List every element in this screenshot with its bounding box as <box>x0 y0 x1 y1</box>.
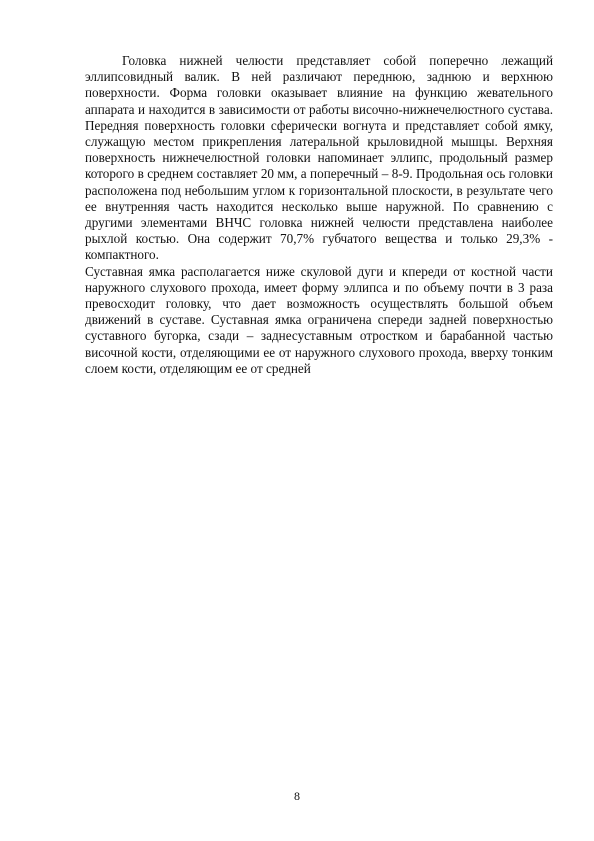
paragraph-articular-fossa: Суставная ямка располагается ниже скуловой дуги и кпереди от костной части наружного слухового прохода, имеет форму эллипса и по объему почти в 3 раза превосходит головку, что дает возможность осуществлять большой объем движений в суставе. Суставная ямка ограничена спереди задней поверхностью суставного бугорка, сзади – заднесуставным отростком и барабанной частью височной кости, отделяющими ее от наружного слухового прохода, вверху тонким слоем кости, отделяющим ее от средней <box>85 263 553 376</box>
page-number: 8 <box>294 789 300 803</box>
paragraph-mandibular-head: Головка нижней челюсти представляет собой поперечно лежащий эллипсовидный валик. В ней различают переднюю, заднюю и верхнюю поверхности. Форма головки оказывает влияние на функцию жевательного аппарата и находится в зависимости от работы височно-нижнечелюстного сустава. Передняя поверхность головки сферически вогнута и представляет собой ямку, служащую местом прикрепления латеральной крыловидной мышцы. Верхняя поверхность нижнечелюстной головки напоминает эллипс, продольный размер которого в среднем составляет 20 мм, а поперечный – 8-9. Продольная ось головки расположена под небольшим углом к горизонтальной плоскости, в результате чего ее внутренняя часть находится несколько выше наружной. По сравнению с другими элементами ВНЧС головка нижней челюсти представлена наиболее рыхлой костью. Она содержит 70,7% губчатого вещества и только 29,3% - компактного. <box>85 53 553 263</box>
body-text <box>85 53 553 377</box>
